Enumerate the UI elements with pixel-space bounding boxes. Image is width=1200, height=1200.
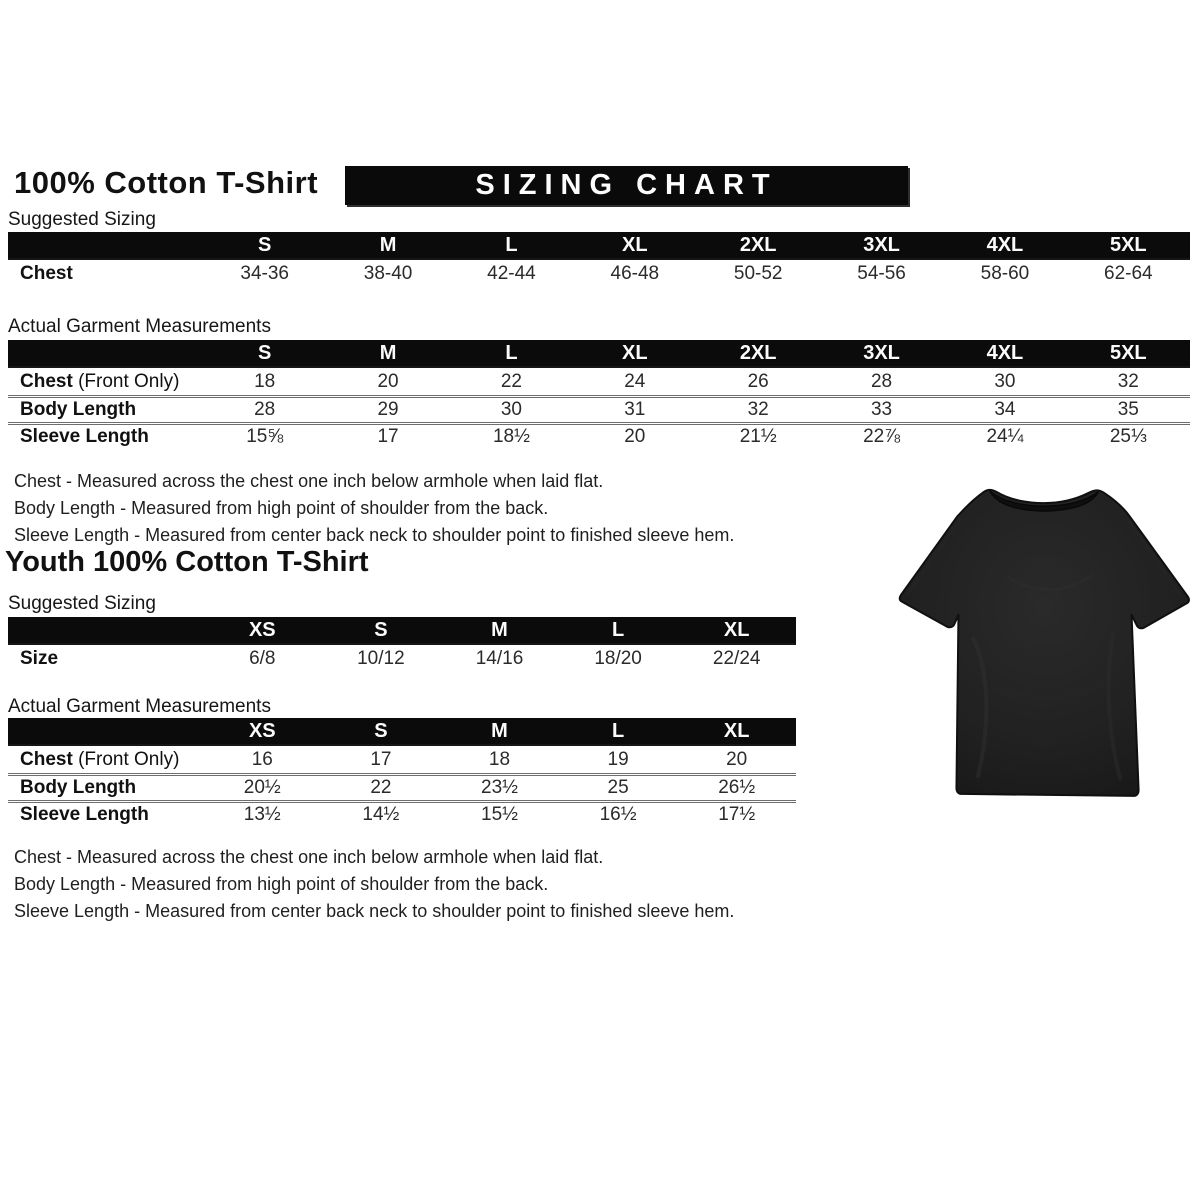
column-header: 4XL [986,233,1024,256]
tshirt-illustration [896,486,1192,808]
cell-value: 16½ [599,804,637,825]
row-label: Size [20,647,59,669]
cell-value: 54-56 [857,262,906,284]
cell-value: 17 [370,748,392,770]
column-header: XL [622,341,648,364]
column-header: L [611,719,625,742]
cell-value: 18 [488,748,511,770]
column-header: 2XL [739,341,777,364]
column-header: M [491,618,508,641]
column-header: M [379,233,397,256]
cell-value: 31 [624,399,646,420]
cell-value: 22 [370,777,392,798]
cell-value: 25⅓ [1109,426,1147,447]
cell-value: 50-52 [733,262,783,284]
column-header: M [491,719,508,742]
cell-value: 21½ [739,426,777,447]
column-header: S [258,233,272,256]
cell-value: 18 [254,370,276,392]
sizing-chart-banner: SIZING CHART [345,166,908,205]
cell-value: 10/12 [357,647,405,669]
cell-value: 38-40 [363,262,413,284]
column-header: 3XL [863,341,900,364]
youth-suggested-sizing-table [8,617,796,672]
cell-value: 20 [726,748,748,770]
row-label: Chest (Front Only) [20,748,180,770]
youth-suggested-sizing-label: Suggested Sizing [8,593,156,614]
row-label: Body Length [20,399,137,420]
table-row [8,746,796,773]
cell-value: 22 [500,370,522,392]
measurement-note: Chest - Measured across the chest one inch below armhole when laid flat. [14,847,604,867]
cell-value: 28 [870,370,893,392]
adult-measurement-notes [14,468,734,549]
cell-value: 24 [624,370,646,392]
cell-value: 23½ [481,777,518,798]
column-header: L [611,618,625,641]
table-header-row [8,232,1190,260]
measurement-note: Sleeve Length - Measured from center back neck to shoulder point to finished sleeve hem. [14,525,735,545]
table-row [8,800,796,827]
cell-value: 18/20 [594,647,642,669]
cell-value: 25 [607,777,629,798]
cell-value: 14½ [362,804,400,825]
cell-value: 32 [1117,370,1139,392]
cell-value: 14/16 [475,647,524,669]
column-header: S [374,618,388,641]
column-header: S [374,719,388,742]
adult-suggested-sizing-label: Suggested Sizing [8,209,156,230]
measurement-note: Chest - Measured across the chest one inch below armhole when laid flat. [14,471,604,491]
cell-value: 35 [1117,399,1139,420]
cell-value: 6/8 [249,647,276,669]
cell-value: 20½ [243,777,281,798]
cell-value: 30 [500,399,522,420]
table-header-row [8,617,796,645]
adult-garment-measurements-table [8,340,1190,449]
cell-value: 62-64 [1104,262,1153,284]
cell-value: 20 [624,426,646,447]
row-label: Chest [20,262,73,284]
cell-value: 42-44 [487,262,536,284]
cell-value: 26½ [718,777,756,798]
cell-value: 20 [377,370,399,392]
tshirt-body [900,490,1189,796]
table-row [8,368,1190,395]
row-label: Chest (Front Only) [20,370,180,392]
youth-section-title: Youth 100% Cotton T-Shirt [5,546,369,578]
column-header: S [258,341,272,364]
cell-value: 17 [377,426,399,447]
table-header-row [8,718,796,746]
cell-value: 28 [254,399,276,420]
column-header: XS [248,618,276,641]
cell-value: 26 [747,370,769,392]
cell-value: 58-60 [980,262,1030,284]
column-header: M [379,341,397,364]
measurement-note: Body Length - Measured from high point of shoulder from the back. [14,874,549,894]
column-header: L [505,233,518,256]
youth-measurement-notes [14,844,734,925]
cell-value: 34 [994,399,1016,420]
page-title: 100% Cotton T-Shirt [14,165,319,200]
cell-value: 17½ [718,804,756,825]
measurement-note: Sleeve Length - Measured from center back neck to shoulder point to finished sleeve hem. [14,901,735,921]
column-header: L [505,341,518,364]
table-row [8,395,1190,422]
column-header: XL [723,719,750,742]
table-row [8,422,1190,449]
youth-garment-measurements-label: Actual Garment Measurements [8,696,271,717]
header-row [0,165,1200,207]
row-label: Sleeve Length [20,804,149,825]
cell-value: 15½ [481,804,518,825]
row-label: Sleeve Length [20,426,149,447]
cell-value: 18½ [492,426,530,447]
column-header: 5XL [1109,233,1147,256]
cell-value: 16 [251,748,273,770]
black-tshirt-photo [896,486,1192,808]
cell-value: 32 [747,399,769,420]
cell-value: 34-36 [240,262,289,284]
column-header: 3XL [863,233,900,256]
cell-value: 24¼ [986,426,1024,447]
table-row [8,645,796,672]
column-header: 2XL [739,233,777,256]
column-header: XL [723,618,750,641]
measurement-note: Body Length - Measured from high point of shoulder from the back. [14,498,549,518]
youth-garment-measurements-table [8,718,796,827]
cell-value: 22⅞ [863,426,901,447]
table-row [8,773,796,800]
cell-value: 30 [994,370,1016,392]
cell-value: 19 [607,748,629,770]
adult-suggested-sizing-table [8,232,1190,287]
cell-value: 29 [377,399,399,420]
table-header-row [8,340,1190,368]
column-header: XS [248,719,276,742]
column-header: 4XL [986,341,1024,364]
table-row [8,260,1190,287]
column-header: 5XL [1109,341,1147,364]
column-header: XL [622,233,648,256]
cell-value: 46-48 [610,262,660,284]
adult-garment-measurements-label: Actual Garment Measurements [8,316,271,337]
row-label: Body Length [20,777,137,798]
cell-value: 22/24 [712,647,761,669]
cell-value: 33 [870,399,893,420]
cell-value: 13½ [243,804,281,825]
cell-value: 15⅝ [246,426,284,447]
